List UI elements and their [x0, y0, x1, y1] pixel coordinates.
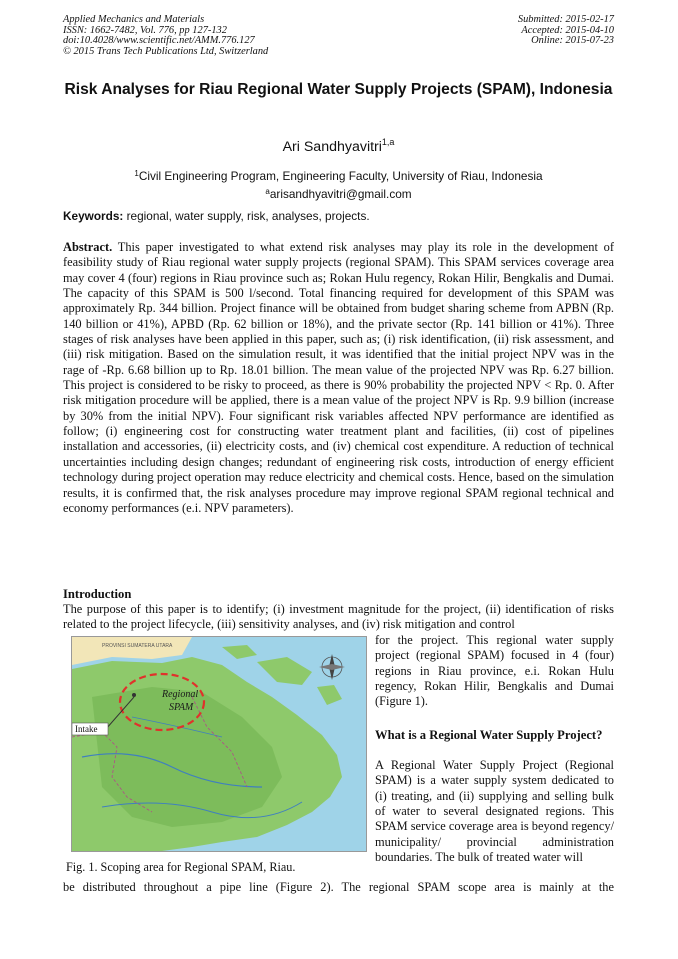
abstract-text: This paper investigated to what extend risk analyses may play its role in the development of feasibility study of Riau regional water supply projects (regional SPAM). This SPAM services coverage area may cover 4 (four) regions in Riau province such as; Rokan Hulu regency, Rokan Hilir, Bengkalis and Dumai. The capacity of this SPAM is 500 l/second. Total financing required for development of this SPAM was approximately Rp. 344 billion. Project finance will be obtained from budget sharing scheme from APBN (Rp. 140 billion or 41%), APBD (Rp. 62 billion or 18%), and the private sector (Rp. 141 billion or 41%). Three stages of risk analyses have been applied in this paper, such as; (i) risk identification, (ii) risk assessment, and (iii) risk mitigation. Based on the simulation result, it was identified that the initial project NPV was in the rage of -Rp. 6.68 billion up to Rp. 18.01 billion. The mean value of the projected NPV was Rp. 6.27 billion. This project is considered to be risky to proceed, as there is 90% probability the projected NPV < Rp. 0. After risk mitigation procedure will be applied, there is a mean value of the project NPV is Rp. 9.9 billion (increase by 30% from the initial NPV). Four significant risk variables affected NPV performance are identified as follow; (i) engineering cost for constructing water treatment plant and facilities, (ii) cost of pipelines installation and accessories, (ii) electricity costs, and (iv) chemical cost expenditure. A reduction of technical uncertainties including design changes; redundant of engineering risk costs, introduction of energy efficient technology during project operation may reduce electricity and chemical costs. Hence, based on the simulation results, it is confirmed that, the risk analyses procedure may improve regional SPAM regional technical and economy performances (e.i. NPV parameters). [63, 240, 614, 515]
journal-doi: doi:10.4028/www.scientific.net/AMM.776.127 [63, 35, 255, 47]
author-email[interactable]: arisandhyavitri@gmail.com [269, 187, 412, 201]
keywords [63, 209, 614, 223]
bottom-text-line: be distributed throughout a pipe line (Figure 2). The regional SPAM scope area is mainly at the [63, 880, 614, 894]
abstract [63, 240, 614, 516]
journal-header-right [518, 15, 614, 47]
author-line [63, 137, 614, 155]
journal-issn: ISSN: 1662-7482, Vol. 776, pp 127-132 [63, 24, 227, 36]
keywords-label: Keywords: [63, 209, 124, 223]
email-sup: a [265, 187, 270, 196]
submitted-date: Submitted: 2015-02-17 [517, 14, 614, 25]
journal-header-left [63, 15, 268, 57]
accepted-date: Accepted: 2015-04-10 [521, 24, 614, 36]
section-heading-regional-spam: What is a Regional Water Supply Project? [375, 728, 603, 742]
online-date: Online: 2015-07-23 [531, 35, 614, 47]
paper-title: Risk Analyses for Riau Regional Water Supply Projects (SPAM), Indonesia [64, 81, 613, 98]
province-label: PROVINSI SUMATERA UTARA [102, 643, 173, 649]
journal-copyright: © 2015 Trans Tech Publications Ltd, Switzerland [63, 45, 269, 57]
introduction-continuation: for the project. This regional water supply project (regional SPAM) focused in 4 (four) regions in Riau province, e.i. Rokan Hulu regency, Rokan Hilir, Bengkalis and Dumai (Figure 1). [375, 633, 614, 709]
region-label-2: SPAM [169, 702, 194, 713]
figure-caption: Fig. 1. Scoping area for Regional SPAM, Riau. [66, 860, 296, 874]
abstract-label: Abstract. [63, 240, 113, 254]
affil-sup: 1 [134, 169, 139, 178]
riau-map-graphic [72, 637, 366, 851]
keywords-text: regional, water supply, risk, analyses, projects. [123, 209, 370, 223]
intake-label: Intake [75, 724, 98, 734]
introduction-heading: Introduction [63, 587, 132, 601]
journal-name: Applied Mechanics and Materials [63, 14, 205, 25]
region-label: Regional [162, 689, 199, 700]
author-sup: 1,a [381, 137, 395, 147]
affiliation [63, 166, 614, 202]
section-paragraph: A Regional Water Supply Project (Regional SPAM) is a water supply system dedicated to (i) treating, and (ii) supplying and selling bulk of water to several designated regions. This SPAM service coverage area is beyond regency/ municipality/ provincial administration boundaries. The bulk of treated water will [375, 758, 615, 865]
introduction-paragraph: The purpose of this paper is to identify; (i) investment magnitude for the project, (ii) identification of risks related to the project lifecycle, (iii) sensitivity analyses, and (iv) risk mitigation and control [63, 602, 614, 632]
author-name: Ari Sandhyavitri [282, 139, 382, 155]
affil-text: Civil Engineering Program, Engineering Faculty, University of Riau, Indonesia [138, 169, 543, 183]
figure-1-map [71, 636, 367, 852]
